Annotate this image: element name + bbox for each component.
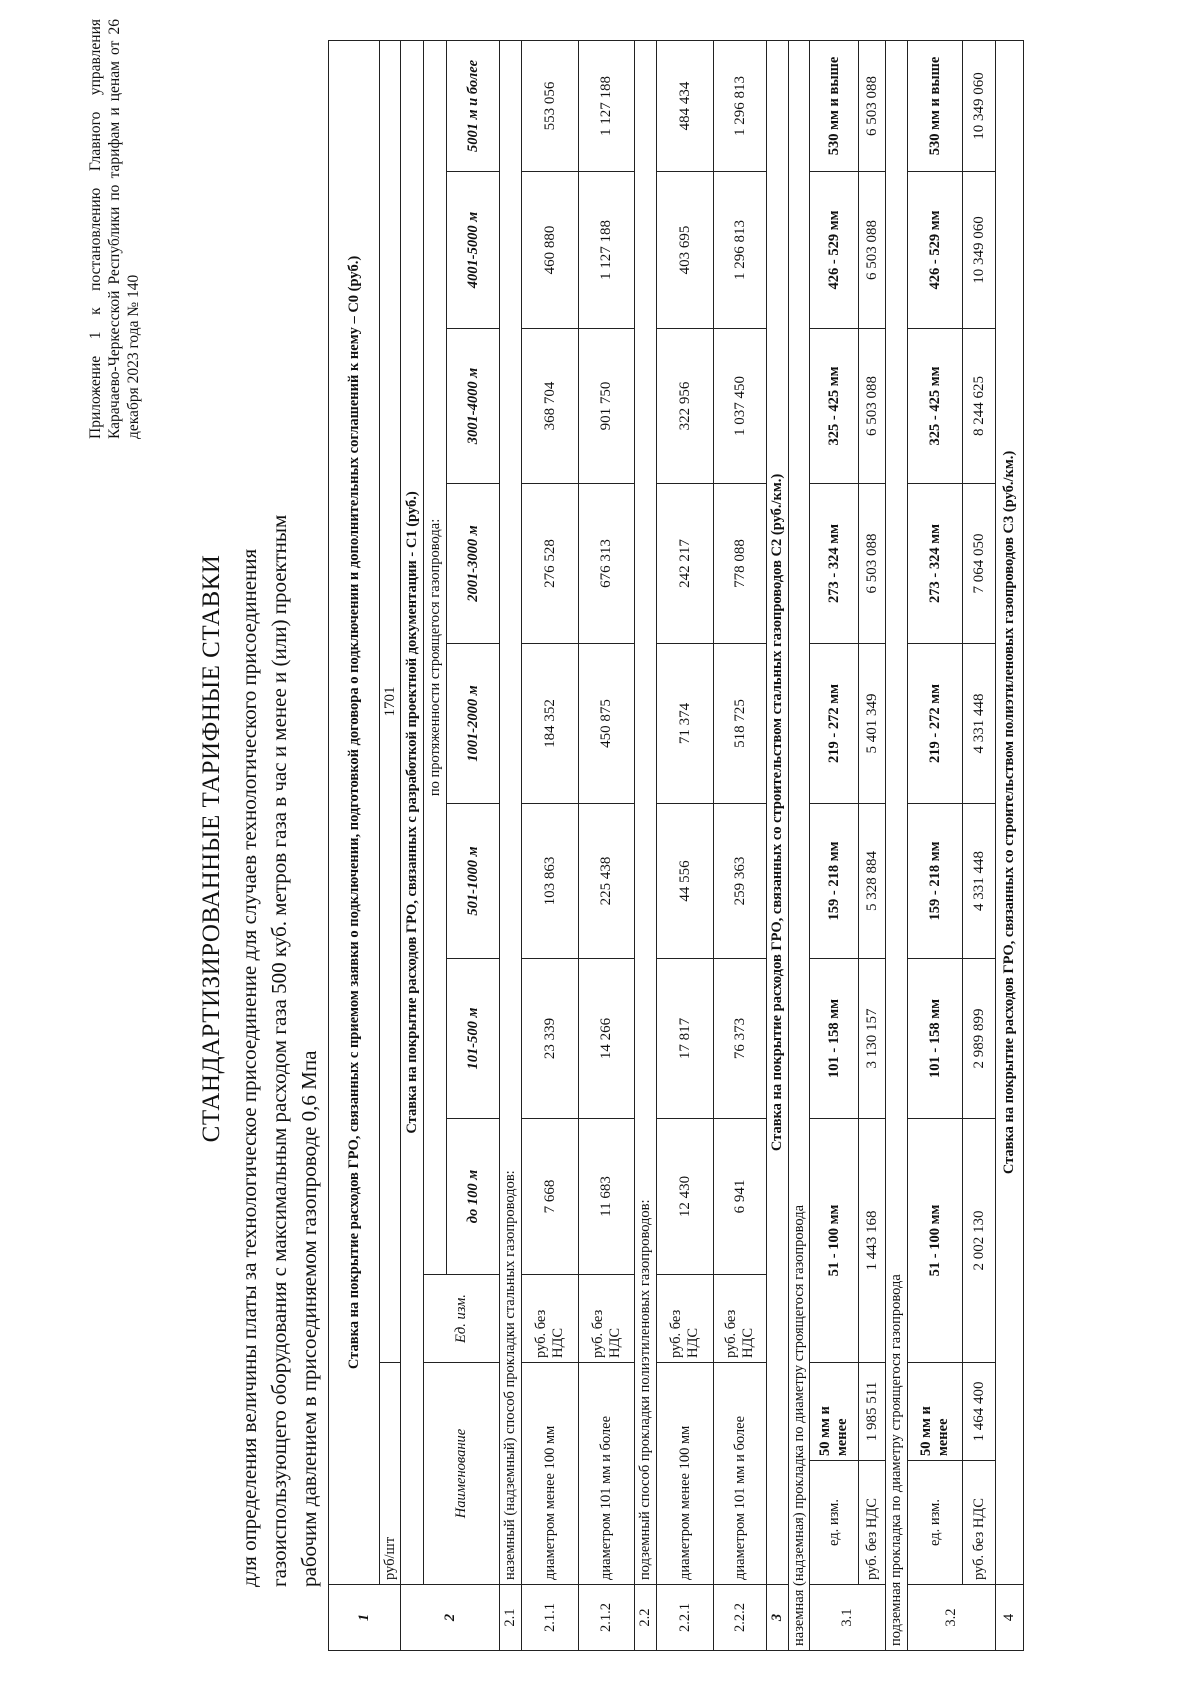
row-number: 4 [996,1585,1024,1651]
length-range-header: 3001-4000 м [447,329,500,484]
row-unit: руб. без НДС [714,1275,767,1363]
subtitle-line: рабочим давлением в присоединяемом газопроводе 0,6 Мпа [297,1050,321,1587]
diameter-header: 50 мм и менее [908,1363,963,1461]
table-cell: 11 683 [579,1119,635,1275]
table-cell: 778 088 [714,484,767,644]
table-cell: 23 339 [522,959,579,1119]
row-name: диаметром 101 мм и более [714,1363,767,1585]
table-cell: 1 296 813 [714,40,767,171]
subtitle-line: газоиспользующего оборудования с максимальным расходом газа 500 куб. метров газа в час и менее и (или) проектным [267,514,291,1587]
row-number: 3.1 [810,1585,886,1651]
diameter-header: 530 мм и выше [908,40,963,171]
table-cell: 450 875 [579,644,635,804]
table-cell: 17 817 [657,959,714,1119]
table-cell: 225 438 [579,804,635,959]
table-cell: 676 313 [579,484,635,644]
diameter-header: 50 мм и менее [810,1363,859,1461]
row-number: 2.1 [500,1585,522,1651]
row-unit: ед. изм. [908,1461,963,1585]
table-cell: 484 434 [657,40,714,171]
diameter-header: 426 - 529 мм [908,172,963,329]
table-cell: 6 503 088 [859,40,886,171]
table-row [810,40,859,1650]
diameter-header: 159 - 218 мм [908,804,963,959]
table-cell: 518 725 [714,644,767,804]
table-cell: 1 127 188 [579,40,635,171]
table-cell: 6 503 088 [859,329,886,484]
table-cell: 10 349 060 [963,40,996,171]
header-length: по протяженности строящегося газопровода: [424,40,447,1274]
appendix-note: Приложение 1 к постановлению Главного управления Карачаево-Черкесской Республики по тарифам и ценам от 26 декабря 2023 года № 140 [87,19,142,439]
table-cell: 460 880 [522,172,579,329]
row-name: диаметром менее 100 мм [522,1363,579,1585]
table-cell: 4 331 448 [963,804,996,959]
table-cell: 553 056 [522,40,579,171]
table-cell: 103 863 [522,804,579,959]
table-cell: 2 989 899 [963,959,996,1119]
tariff-table [328,40,1024,1651]
table-cell: 1 037 450 [714,329,767,484]
document-title: СТАНДАРТИЗИРОВАННЫЕ ТАРИФНЫЕ СТАВКИ [198,554,225,1143]
table-row [714,40,767,1650]
table-cell: 5 401 349 [859,644,886,804]
table-cell: 7 064 050 [963,484,996,644]
table-cell: 322 956 [657,329,714,484]
length-range-header: 2001-3000 м [447,484,500,644]
table-cell: 184 352 [522,644,579,804]
row-unit: ед. изм. [810,1461,859,1585]
c1-caption: Ставка на покрытие расходов ГРО, связанных с разработкой проектной документации - С1 (руб.) [401,40,424,1584]
diameter-header: 101 - 158 мм [908,959,963,1119]
row-number: 2.1.2 [579,1585,635,1651]
row-number: 1 [329,1585,401,1651]
row-name: диаметром 101 мм и более [579,1363,635,1585]
table-row [522,40,579,1650]
row-name: диаметром менее 100 мм [657,1363,714,1585]
table-cell: 242 217 [657,484,714,644]
diameter-header: 325 - 425 мм [908,329,963,484]
table-row [963,40,996,1650]
table-cell: 7 668 [522,1119,579,1275]
diameter-header: 219 - 272 мм [908,644,963,804]
table-cell: 2 002 130 [963,1119,996,1363]
table-cell: 44 556 [657,804,714,959]
table-cell: 276 528 [522,484,579,644]
length-range-header: 5001 м и более [447,40,500,171]
row-number: 2.2.2 [714,1585,767,1651]
row-unit: руб. без НДС [657,1275,714,1363]
table-cell: 1 296 813 [714,172,767,329]
length-range-header: до 100 м [447,1119,500,1275]
table-cell: 6 941 [714,1119,767,1275]
row-number: 3.2 [908,1585,996,1651]
table-cell: 76 373 [714,959,767,1119]
table-cell: 1 127 188 [579,172,635,329]
length-range-header: 501-1000 м [447,804,500,959]
section-label: подземная прокладка по диаметру строящегося газопровода [886,40,908,1650]
table-cell: 12 430 [657,1119,714,1275]
table-cell: 1 464 400 [963,1363,996,1461]
table-row [657,40,714,1650]
table-cell: 368 704 [522,329,579,484]
diameter-header: 273 - 324 мм [908,484,963,644]
diameter-header: 159 - 218 мм [810,804,859,959]
row-number: 2 [401,1585,500,1651]
table-row [908,40,963,1650]
c3-caption: Ставка на покрытие расходов ГРО, связанных со строительством полиэтиленовых газопроводов С3 (руб./км.) [996,40,1024,1584]
diameter-header: 51 - 100 мм [908,1119,963,1363]
c2-caption: Ставка на покрытие расходов ГРО, связанных со строительством стальных газопроводов С2 (руб./км.) [767,40,789,1584]
diameter-header: 426 - 529 мм [810,172,859,329]
c0-value: 1701 [380,40,401,1362]
table-cell: 1 443 168 [859,1119,886,1363]
length-range-header: 101-500 м [447,959,500,1119]
table-cell: 4 331 448 [963,644,996,804]
row-number: 3 [767,1585,789,1651]
section-label: наземный (надземный) способ прокладки стальных газопроводов: [500,40,522,1584]
row-unit: руб. без НДС [963,1461,996,1585]
length-range-header: 1001-2000 м [447,644,500,804]
table-row [579,40,635,1650]
table-cell: 3 130 157 [859,959,886,1119]
section-label: наземная (надземная) прокладка по диаметру строящегося газопровода [789,40,810,1650]
table-cell: 8 244 625 [963,329,996,484]
length-range-header: 4001-5000 м [447,172,500,329]
c0-caption: Ставка на покрытие расходов ГРО, связанных с приемом заявки о подключении, подготовкой договора о подключении и дополнительных соглашений к нему – С0 (руб.) [329,40,380,1584]
table-cell: 259 363 [714,804,767,959]
table-cell: 403 695 [657,172,714,329]
document-subtitle [234,107,324,1587]
diameter-header: 325 - 425 мм [810,329,859,484]
table-cell: 6 503 088 [859,172,886,329]
row-unit: руб. без НДС [859,1461,886,1585]
table-cell: 6 503 088 [859,484,886,644]
subtitle-line: для определения величины платы за технологическое присоединение для случаев технологического присоединения [237,548,261,1587]
section-label: подземный способ прокладки полиэтиленовых газопроводов: [635,40,657,1584]
row-number: 2.2 [635,1585,657,1651]
table-cell: 10 349 060 [963,172,996,329]
diameter-header: 51 - 100 мм [810,1119,859,1363]
diameter-header: 101 - 158 мм [810,959,859,1119]
c0-unit: руб/шт [380,1363,401,1585]
table-row [859,40,886,1650]
row-number: 2.2.1 [657,1585,714,1651]
table-cell: 5 328 884 [859,804,886,959]
header-unit: Ед. изм. [424,1275,500,1363]
table-cell: 14 266 [579,959,635,1119]
table-cell: 901 750 [579,329,635,484]
row-unit: руб. без НДС [522,1275,579,1363]
row-unit: руб. без НДС [579,1275,635,1363]
diameter-header: 530 мм и выше [810,40,859,171]
row-number: 2.1.1 [522,1585,579,1651]
diameter-header: 219 - 272 мм [810,644,859,804]
diameter-header: 273 - 324 мм [810,484,859,644]
table-cell: 1 985 511 [859,1363,886,1461]
table-cell: 71 374 [657,644,714,804]
header-name: Наименование [424,1363,500,1585]
